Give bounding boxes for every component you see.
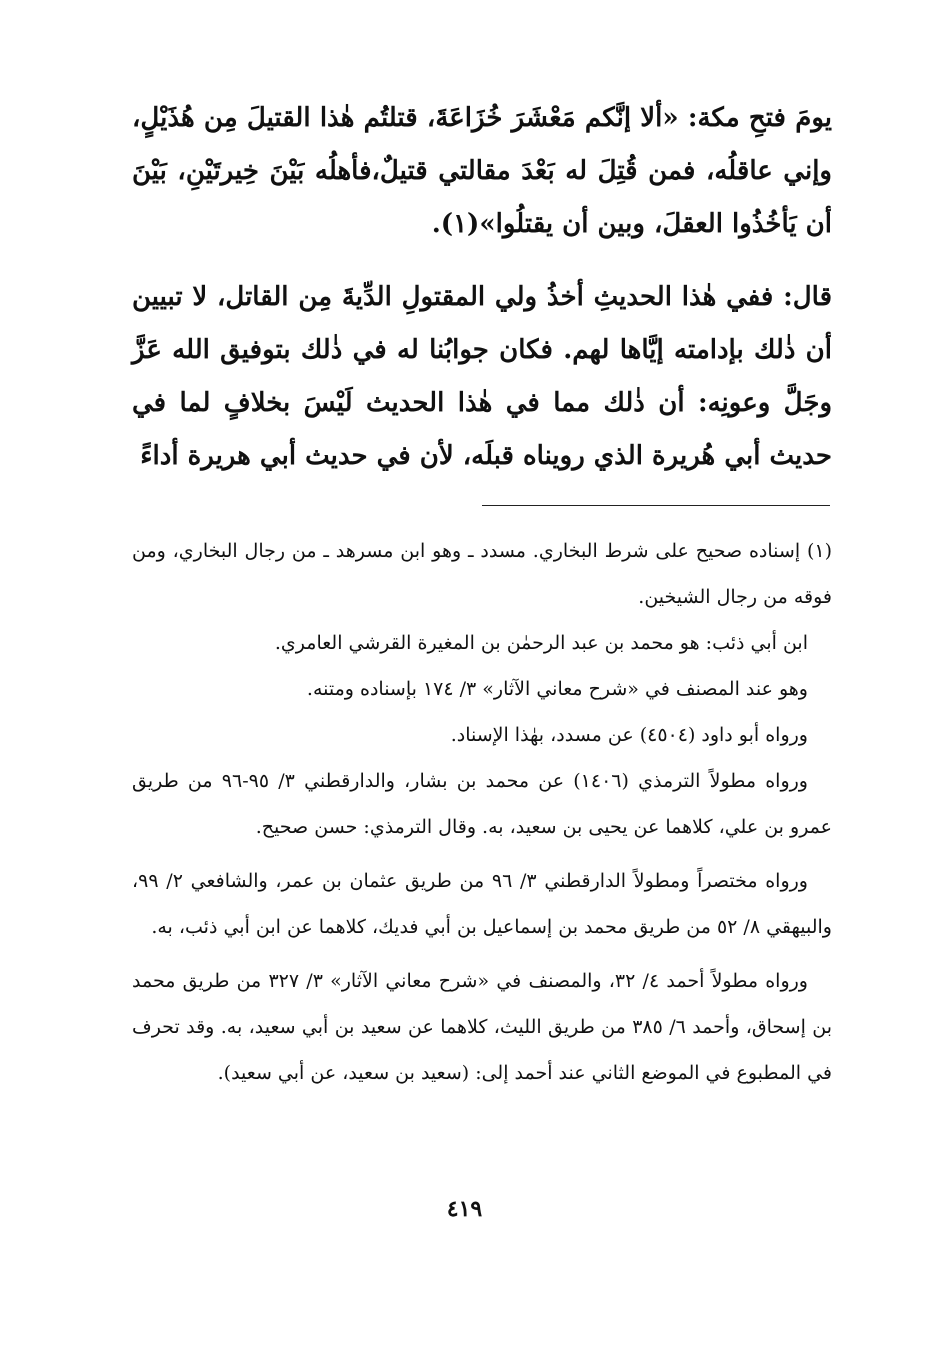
main-paragraph: يومَ فتحِ مكة: «ألا إنَّكم مَعْشَرَ خُزَاعَةَ، قتلتُم هٰذا القتيلَ مِن هُذَيْلٍ، وإني عاقلُه، فمن قُتِلَ له بَعْدَ مقالتي قتيلٌ،فأهلُه بَيْنَ خِيرتَيْنِ، بَيْنَ أن يَأخُذُوا العقلَ، وبين أن يقتلُوا»(١). — [132, 103, 832, 239]
footnote-paragraph: (١) إسناده صحيح على شرط البخاري. مسدد ـ وهو ابن مسرهد ـ من رجال البخاري، ومن فوقه من رجال الشيخين. — [132, 540, 832, 608]
footnote-paragraph: ورواه أبو داود (٤٥٠٤) عن مسدد، بهٰذا الإسناد. — [450, 724, 808, 746]
footnote-divider — [482, 505, 830, 506]
page-number: ٤١٩ — [446, 1196, 483, 1222]
footnote-paragraph: ورواه مطولاً الترمذي (١٤٠٦) عن محمد بن بشار، والدارقطني ٣/ ٩٥-٩٦ من طريق عمرو بن علي، كلاهما عن يحيى بن سعيد، به. وقال الترمذي: حسن صحيح. — [132, 770, 832, 838]
footnote-paragraph: ورواه مختصراً ومطولاً الدارقطني ٣/ ٩٦ من طريق عثمان بن عمر، والشافعي ٢/ ٩٩، والبيهقي ٨/ ٥٢ من طريق محمد بن إسماعيل بن أبي فديك، كلاهما عن ابن أبي ذئب، به. — [132, 870, 832, 938]
footnotes — [132, 528, 832, 1096]
main-text — [132, 92, 832, 483]
footnote-paragraph: ورواه مطولاً أحمد ٤/ ٣٢، والمصنف في «شرح معاني الآثار» ٣/ ٣٢٧ من طريق محمد بن إسحاق، وأحمد ٦/ ٣٨٥ من طريق الليث، كلاهما عن سعيد بن أبي سعيد، به. وقد تحرف في المطبوع في الموضع الثاني عند أحمد إلى: (سعيد بن سعيد، عن أبي سعيد). — [132, 970, 833, 1084]
main-paragraph: قال: ففي هٰذا الحديثِ أخذُ ولي المقتولِ الدِّيةَ مِن القاتل، لا تبيين أن ذٰلك بإدامته إيَّاها لهم. فكان جوابُنا له في ذٰلك بتوفيق الله عَزَّ وجَلَّ وعونِه: أن ذٰلك مما في هٰذا الحديث لَيْسَ بخلافٍ لما في حديث أبي هُريرة الذي رويناه قبلَه، لأن في حديث أبي هريرة أداءً — [132, 282, 832, 471]
footnote-paragraph: وهو عند المصنف في «شرح معاني الآثار» ٣/ ١٧٤ بإسناده ومتنه. — [306, 678, 808, 700]
footnote-paragraph: ابن أبي ذئب: هو محمد بن عبد الرحمٰن بن المغيرة القرشي العامري. — [274, 632, 808, 654]
